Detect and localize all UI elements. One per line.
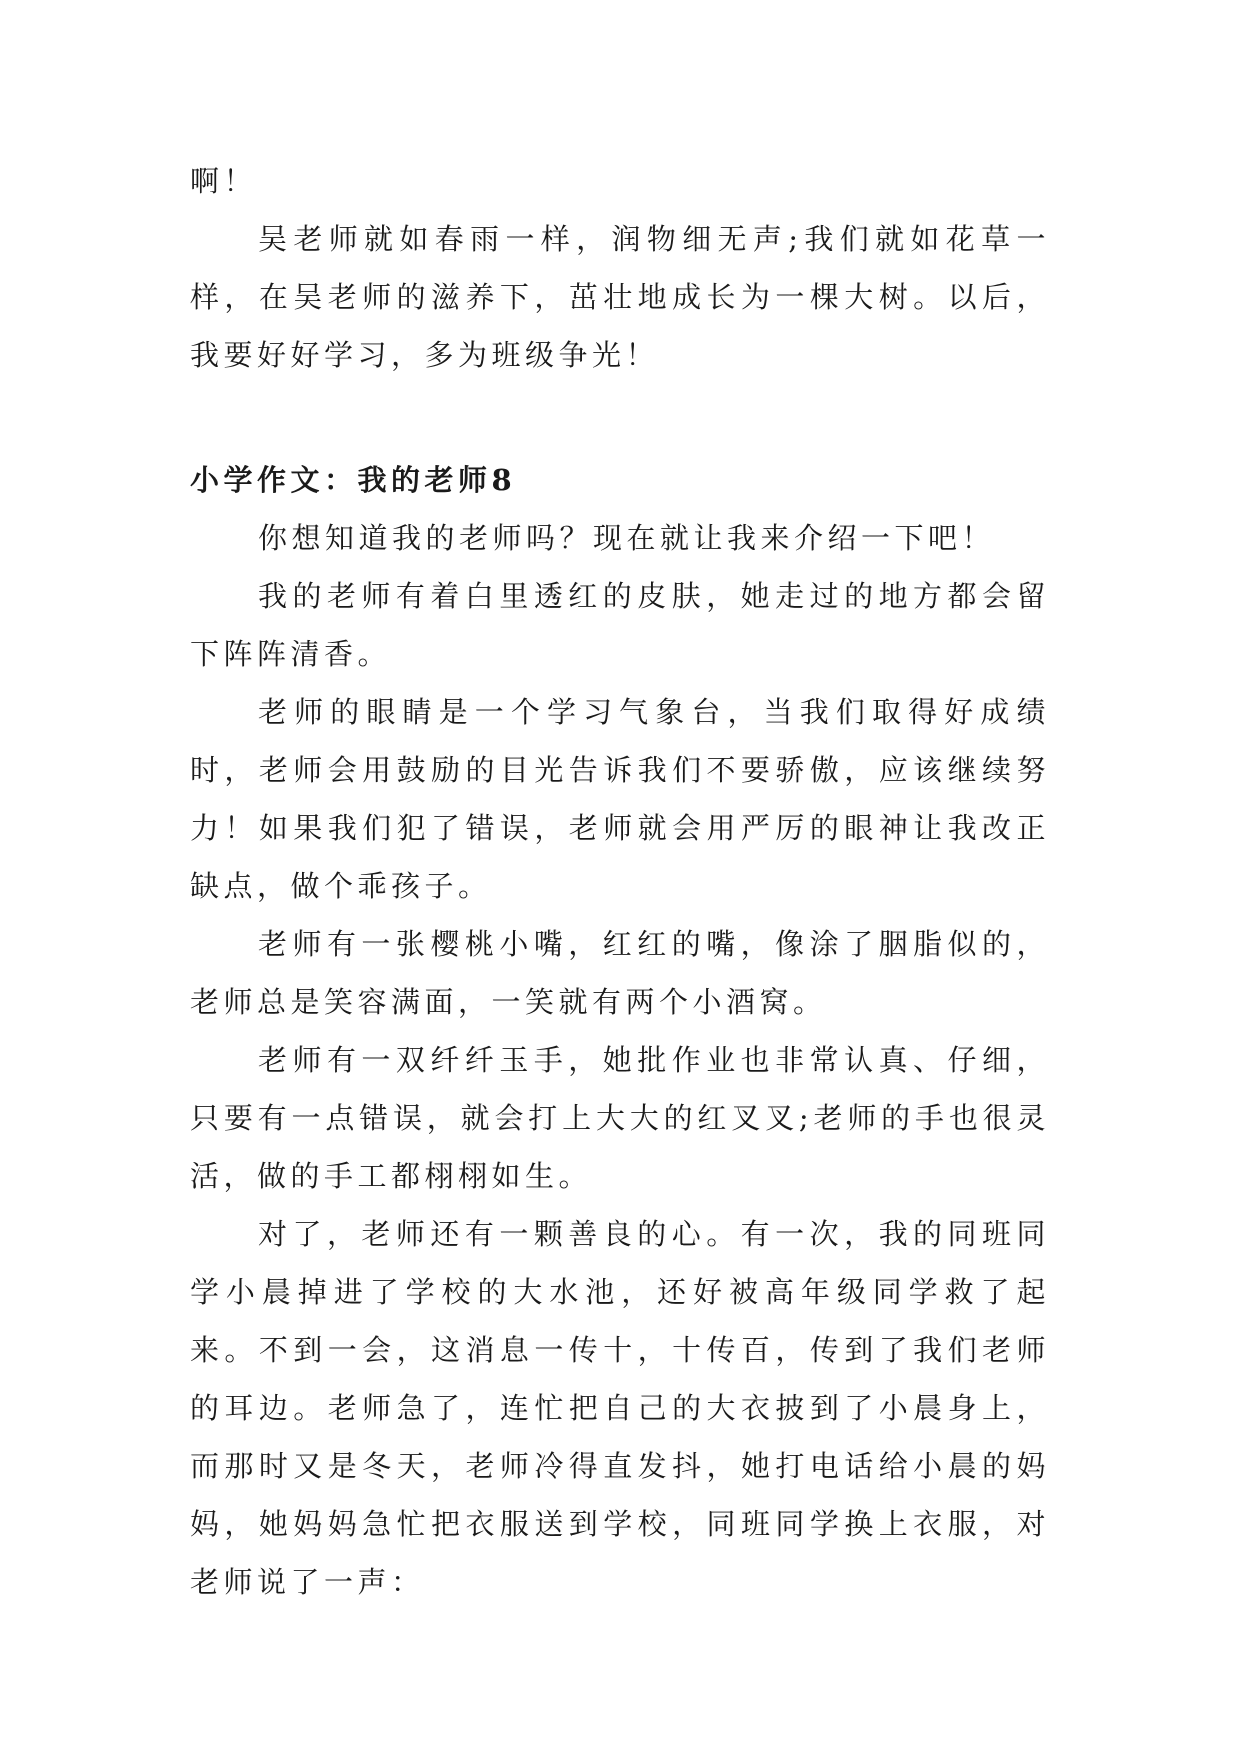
essay-paragraph: 老师有一双纤纤玉手，她批作业也非常认真、仔细，只要有一点错误，就会打上大大的红叉叉;老师的手也很灵活，做的手工都栩栩如生。 [190, 1043, 1050, 1193]
essay-paragraph: 老师的眼睛是一个学习气象台，当我们取得好成绩时，老师会用鼓励的目光告诉我们不要骄傲，应该继续努力！如果我们犯了错误，老师就会用严厉的眼神让我改正缺点，做个乖孩子。 [190, 695, 1050, 903]
document-body [190, 152, 1050, 1611]
essay-paragraph: 你想知道我的老师吗？现在就让我来介绍一下吧！ [258, 521, 996, 555]
continued-text: 啊！ [190, 164, 258, 198]
essay-paragraph: 对了，老师还有一颗善良的心。有一次，我的同班同学小晨掉进了学校的大水池，还好被高年级同学救了起来。不到一会，这消息一传十，十传百，传到了我们老师的耳边。老师急了，连忙把自己的大衣披到了小晨身上，而那时又是冬天，老师冷得直发抖，她打电话给小晨的妈妈，她妈妈急忙把衣服送到学校，同班同学换上衣服，对老师说了一声： [190, 1217, 1050, 1599]
essay-paragraph: 我的老师有着白里透红的皮肤，她走过的地方都会留下阵阵清香。 [190, 579, 1050, 671]
section-gap [190, 384, 1050, 451]
essay-paragraph: 老师有一张樱桃小嘴，红红的嘴，像涂了胭脂似的，老师总是笑容满面，一笑就有两个小酒窝。 [190, 927, 1050, 1019]
paragraph-closing: 吴老师就如春雨一样，润物细无声;我们就如花草一样，在吴老师的滋养下，茁壮地成长为一棵大树。以后，我要好好学习，多为班级争光！ [190, 222, 1050, 372]
essay-title: 小学作文：我的老师8 [190, 463, 517, 497]
